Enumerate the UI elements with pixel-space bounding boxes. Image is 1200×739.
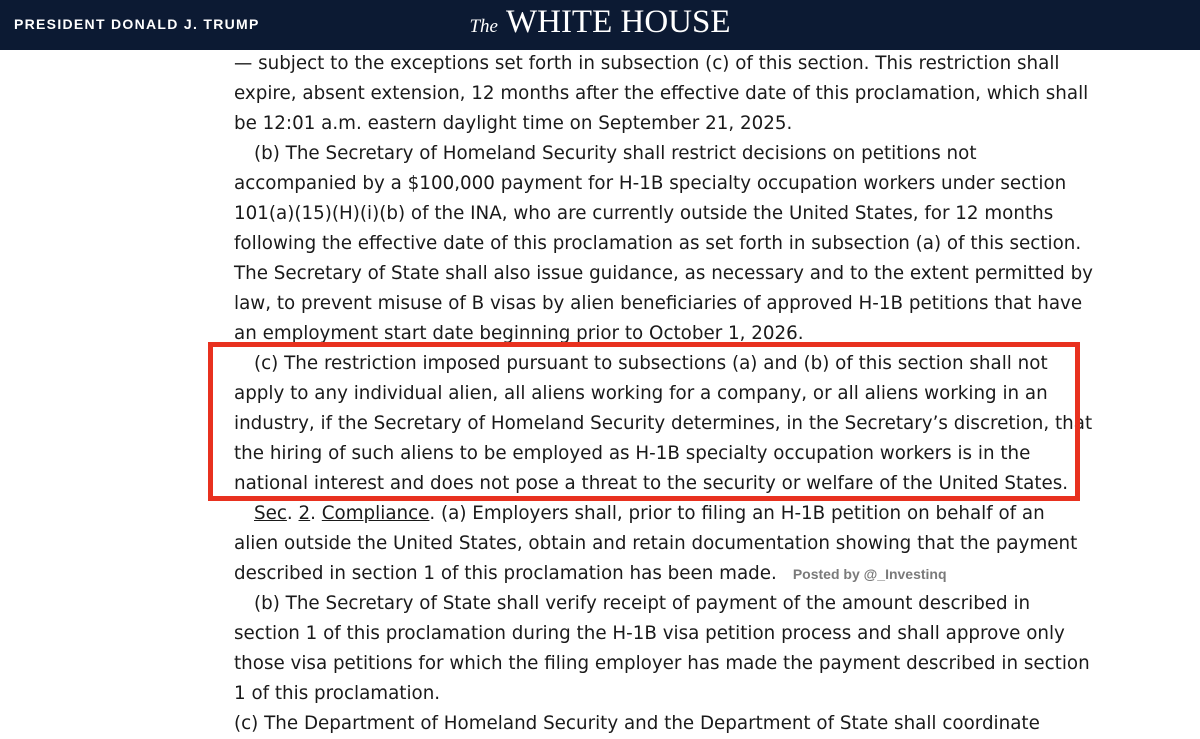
highlighted-text-line: (c) The restriction imposed pursuant to subsections (a) and (b) of this section shall not [254,353,1048,374]
text-line: (b) The Secretary of State shall verify receipt of payment of the amount described in [254,593,1031,614]
highlighted-text-line: industry, if the Secretary of Homeland Security determines, in the Secretary’s discretion, that [234,413,1093,434]
highlighted-text-line: the hiring of such aliens to be employed as H-1B specialty occupation workers is in the [234,443,1031,464]
text-line: (c) The Department of Homeland Security and the Department of State shall coordinate [234,713,1040,734]
site-header [0,0,1200,50]
text-line: alien outside the United States, obtain and retain documentation showing that the payment [234,533,1078,554]
text-line: — subject to the exceptions set forth in subsection (c) of this section. This restriction shall [234,53,1060,74]
text-line: law, to prevent misuse of B visas by alien beneficiaries of approved H-1B petitions that have [234,293,1083,314]
sec-title: Compliance [321,503,430,524]
section-2-heading-line: Sec. 2. Compliance. (a) Employers shall, prior to filing an H-1B petition on behalf of an [254,503,1045,524]
text-line: The Secretary of State shall also issue guidance, as necessary and to the extent permitted by [234,263,1093,284]
highlighted-text-line: national interest and does not pose a threat to the security or welfare of the United States. [234,473,1069,494]
sec-rest: (a) Employers shall, prior to filing an H-1B petition on behalf of an [435,503,1045,524]
text-line: following the effective date of this proclamation as set forth in subsection (a) of this section. [234,233,1082,254]
text-line: (b) The Secretary of Homeland Security shall restrict decisions on petitions not [254,143,977,164]
text-line: 1 of this proclamation. [234,683,441,704]
text-line: expire, absent extension, 12 months after the effective date of this proclamation, which shall [234,83,1089,104]
text-line: those visa petitions for which the filing employer has made the payment described in section [234,653,1090,674]
white-house-logo[interactable] [0,4,1200,41]
text-line: accompanied by a $100,000 payment for H-1B specialty occupation workers under section [234,173,1067,194]
highlighted-text-line: apply to any individual alien, all aliens working for a company, or all aliens working in an [234,383,1048,404]
text-line: an employment start date beginning prior to October 1, 2026. [234,323,804,344]
text-segment: described in section 1 of this proclamation has been made. [234,563,777,584]
sec-number: 2 [298,503,311,524]
text-line: 101(a)(15)(H)(i)(b) of the INA, who are currently outside the United States, for 12 months [234,203,1054,224]
logo-main: WHITE HOUSE [505,4,731,40]
logo-the: The [469,16,498,37]
text-line: be 12:01 a.m. eastern daylight time on September 21, 2025. [234,113,793,134]
sec-label: Sec [254,503,287,524]
president-nav-link[interactable]: PRESIDENT DONALD J. TRUMP [14,16,260,32]
watermark: Posted by @_Investinq [792,566,947,582]
text-line: section 1 of this proclamation during the H-1B visa petition process and shall approve only [234,623,1065,644]
highlight-box [208,342,1080,501]
text-line [234,559,1114,589]
